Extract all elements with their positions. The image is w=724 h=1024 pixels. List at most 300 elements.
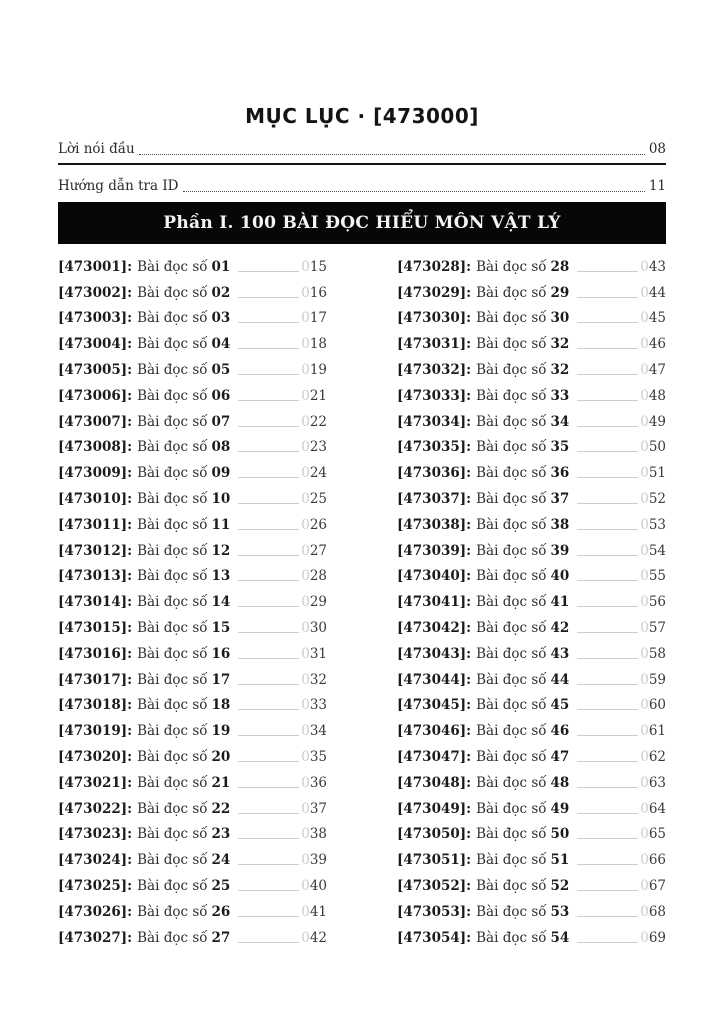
toc-entry-row (397, 508, 666, 534)
entry-label: Bài đọc số (137, 929, 208, 946)
entry-label: Bài đọc số (476, 826, 547, 843)
leading-zero: 0 (640, 800, 649, 817)
entry-number: 08 (211, 439, 231, 456)
entry-page-number: 063 (640, 774, 666, 791)
entry-label: Bài đọc số (137, 645, 208, 662)
entry-number: 20 (211, 748, 231, 765)
entry-id: [473050]: (397, 826, 472, 843)
entry-label: Bài đọc số (476, 310, 547, 327)
entry-label: Bài đọc số (476, 748, 547, 765)
entry-number: 09 (211, 465, 231, 482)
entry-page-number: 040 (301, 877, 327, 894)
leading-zero: 0 (640, 361, 649, 378)
entry-page-number: 023 (301, 439, 327, 456)
leading-zero: 0 (301, 310, 310, 327)
toc-entry-row (397, 431, 666, 457)
entry-label: Bài đọc số (137, 800, 208, 817)
horizontal-rule (58, 163, 666, 165)
entry-page-number: 038 (301, 826, 327, 843)
entry-number: 34 (550, 413, 570, 430)
entry-number: 03 (211, 310, 231, 327)
entry-label: Bài đọc số (137, 258, 208, 275)
leading-zero: 0 (640, 568, 649, 585)
entry-number: 44 (550, 671, 570, 688)
entry-id: [473049]: (397, 800, 472, 817)
entry-page-number: 047 (640, 361, 666, 378)
entry-number: 35 (550, 439, 570, 456)
leading-zero: 0 (301, 645, 310, 662)
toc-entry-row (397, 611, 666, 637)
entry-id: [473047]: (397, 748, 472, 765)
solid-leader (238, 838, 299, 839)
entry-number: 05 (211, 361, 231, 378)
toc-entry-row (58, 637, 327, 663)
entry-number: 22 (211, 800, 231, 817)
entry-id: [473002]: (58, 284, 133, 301)
entry-number: 45 (550, 697, 570, 714)
toc-column-left (58, 250, 327, 947)
leading-zero: 0 (640, 542, 649, 559)
toc-entry-row (397, 792, 666, 818)
leading-zero: 0 (640, 697, 649, 714)
entry-page-number: 048 (640, 387, 666, 404)
entry-number: 39 (550, 542, 570, 559)
entry-id: [473027]: (58, 929, 133, 946)
entry-number: 37 (550, 490, 570, 507)
leading-zero: 0 (301, 439, 310, 456)
entry-page-number: 061 (640, 723, 666, 740)
entry-label: Bài đọc số (137, 671, 208, 688)
entry-label: Bài đọc số (476, 774, 547, 791)
leading-zero: 0 (640, 284, 649, 301)
toc-entry-row (58, 740, 327, 766)
entry-number: 13 (211, 568, 231, 585)
leading-zero: 0 (301, 542, 310, 559)
solid-leader (577, 348, 638, 349)
entry-number: 54 (550, 929, 570, 946)
leading-zero: 0 (301, 568, 310, 585)
entry-label: Bài đọc số (137, 490, 208, 507)
entry-label: Bài đọc số (137, 877, 208, 894)
solid-leader (238, 477, 299, 478)
toc-entry-row (58, 456, 327, 482)
leading-zero: 0 (301, 826, 310, 843)
entry-label: Bài đọc số (476, 439, 547, 456)
entry-page-number: 018 (301, 336, 327, 353)
solid-leader (577, 297, 638, 298)
entry-number: 51 (550, 852, 570, 869)
toc-entry-row (58, 895, 327, 921)
toc-entry-row (397, 250, 666, 276)
toc-entry-row (58, 508, 327, 534)
entry-number: 53 (550, 903, 570, 920)
solid-leader (577, 735, 638, 736)
leading-zero: 0 (301, 284, 310, 301)
front-matter-page: 08 (648, 141, 666, 157)
toc-entry-row (58, 250, 327, 276)
solid-leader (577, 942, 638, 943)
entry-id: [473015]: (58, 619, 133, 636)
entry-page-number: 015 (301, 258, 327, 275)
entry-id: [473044]: (397, 671, 472, 688)
leading-zero: 0 (301, 877, 310, 894)
toc-column-right (397, 250, 666, 947)
leading-zero: 0 (301, 490, 310, 507)
leading-zero: 0 (640, 645, 649, 662)
toc-entry-row (58, 431, 327, 457)
solid-leader (238, 916, 299, 917)
solid-leader (238, 451, 299, 452)
leading-zero: 0 (640, 877, 649, 894)
entry-page-number: 059 (640, 671, 666, 688)
solid-leader (577, 813, 638, 814)
entry-id: [473039]: (397, 542, 472, 559)
solid-leader (577, 426, 638, 427)
entry-label: Bài đọc số (137, 619, 208, 636)
solid-leader (238, 709, 299, 710)
leading-zero: 0 (640, 594, 649, 611)
entry-label: Bài đọc số (476, 284, 547, 301)
entry-id: [473031]: (397, 336, 472, 353)
entry-page-number: 026 (301, 516, 327, 533)
entry-page-number: 017 (301, 310, 327, 327)
entry-page-number: 051 (640, 465, 666, 482)
entry-id: [473052]: (397, 877, 472, 894)
solid-leader (238, 555, 299, 556)
leading-zero: 0 (301, 594, 310, 611)
toc-entry-row (397, 302, 666, 328)
entry-id: [473051]: (397, 852, 472, 869)
toc-entry-row (397, 405, 666, 431)
solid-leader (577, 658, 638, 659)
entry-id: [473030]: (397, 310, 472, 327)
entry-number: 52 (550, 877, 570, 894)
toc-entry-row (58, 276, 327, 302)
entry-label: Bài đọc số (476, 361, 547, 378)
entry-label: Bài đọc số (476, 645, 547, 662)
entry-number: 40 (550, 568, 570, 585)
solid-leader (238, 580, 299, 581)
entry-label: Bài đọc số (137, 387, 208, 404)
solid-leader (238, 761, 299, 762)
leading-zero: 0 (640, 852, 649, 869)
entry-number: 48 (550, 774, 570, 791)
toc-entry-row (397, 895, 666, 921)
entry-number: 38 (550, 516, 570, 533)
toc-entry-row (397, 869, 666, 895)
page-title: MỤC LỤC · [473000] (245, 104, 479, 128)
entry-id: [473048]: (397, 774, 472, 791)
solid-leader (238, 864, 299, 865)
entry-label: Bài đọc số (476, 413, 547, 430)
toc-entry-row (397, 689, 666, 715)
entry-page-number: 053 (640, 516, 666, 533)
entry-label: Bài đọc số (137, 542, 208, 559)
solid-leader (577, 477, 638, 478)
entry-id: [473038]: (397, 516, 472, 533)
entry-id: [473053]: (397, 903, 472, 920)
toc-entry-row (397, 560, 666, 586)
entry-label: Bài đọc số (137, 284, 208, 301)
entry-label: Bài đọc số (476, 387, 547, 404)
entry-number: 42 (550, 619, 570, 636)
entry-id: [473024]: (58, 852, 133, 869)
entry-number: 02 (211, 284, 231, 301)
entry-id: [473041]: (397, 594, 472, 611)
entry-id: [473040]: (397, 568, 472, 585)
solid-leader (577, 684, 638, 685)
leading-zero: 0 (301, 336, 310, 353)
entry-label: Bài đọc số (137, 774, 208, 791)
leading-zero: 0 (301, 387, 310, 404)
leading-zero: 0 (301, 748, 310, 765)
toc-entry-row (58, 327, 327, 353)
entry-number: 21 (211, 774, 231, 791)
entry-label: Bài đọc số (137, 465, 208, 482)
solid-leader (238, 271, 299, 272)
toc-entry-row (397, 276, 666, 302)
toc-entry-row (58, 921, 327, 947)
solid-leader (577, 890, 638, 891)
toc-entry-row (397, 482, 666, 508)
solid-leader (577, 503, 638, 504)
toc-entry-row (58, 534, 327, 560)
solid-leader (238, 787, 299, 788)
entry-number: 19 (211, 723, 231, 740)
front-matter-label: Lời nói đầu (58, 141, 135, 157)
entry-page-number: 021 (301, 387, 327, 404)
entry-number: 28 (550, 258, 570, 275)
leading-zero: 0 (640, 774, 649, 791)
entry-number: 11 (211, 516, 231, 533)
solid-leader (238, 632, 299, 633)
solid-leader (577, 580, 638, 581)
toc-entry-row (58, 869, 327, 895)
toc-entry-row (397, 766, 666, 792)
entry-label: Bài đọc số (476, 877, 547, 894)
toc-content (58, 0, 666, 947)
solid-leader (238, 529, 299, 530)
toc-entry-row (58, 353, 327, 379)
entry-id: [473020]: (58, 748, 133, 765)
entry-id: [473017]: (58, 671, 133, 688)
toc-columns (58, 250, 666, 947)
entry-page-number: 016 (301, 284, 327, 301)
toc-entry-row (58, 766, 327, 792)
solid-leader (577, 529, 638, 530)
toc-entry-row (58, 818, 327, 844)
entry-id: [473006]: (58, 387, 133, 404)
entry-id: [473016]: (58, 645, 133, 662)
entry-page-number: 037 (301, 800, 327, 817)
entry-id: [473012]: (58, 542, 133, 559)
entry-number: 32 (550, 361, 570, 378)
entry-id: [473009]: (58, 465, 133, 482)
leading-zero: 0 (301, 852, 310, 869)
solid-leader (238, 684, 299, 685)
leading-zero: 0 (301, 361, 310, 378)
entry-label: Bài đọc số (476, 929, 547, 946)
entry-id: [473028]: (397, 258, 472, 275)
toc-entry-row (58, 585, 327, 611)
entry-number: 36 (550, 465, 570, 482)
entry-id: [473011]: (58, 516, 133, 533)
toc-entry-row (58, 302, 327, 328)
leading-zero: 0 (301, 903, 310, 920)
leading-zero: 0 (640, 903, 649, 920)
toc-entry-row (58, 663, 327, 689)
leading-zero: 0 (640, 516, 649, 533)
toc-entry-row (58, 405, 327, 431)
solid-leader (577, 916, 638, 917)
entry-number: 12 (211, 542, 231, 559)
toc-entry-row (397, 740, 666, 766)
solid-leader (577, 864, 638, 865)
section-banner: Phần I. 100 BÀI ĐỌC HIỂU MÔN VẬT LÝ (58, 202, 666, 244)
entry-id: [473032]: (397, 361, 472, 378)
entry-label: Bài đọc số (137, 568, 208, 585)
leading-zero: 0 (301, 697, 310, 714)
front-matter-page: 11 (648, 178, 666, 194)
entry-label: Bài đọc số (476, 258, 547, 275)
toc-entry-row (58, 714, 327, 740)
entry-number: 43 (550, 645, 570, 662)
toc-entry-row (397, 456, 666, 482)
entry-page-number: 062 (640, 748, 666, 765)
toc-entry-row (58, 560, 327, 586)
toc-entry-row (397, 663, 666, 689)
entry-id: [473022]: (58, 800, 133, 817)
entry-page-number: 068 (640, 903, 666, 920)
entry-label: Bài đọc số (137, 310, 208, 327)
solid-leader (238, 890, 299, 891)
leading-zero: 0 (301, 723, 310, 740)
entry-page-number: 046 (640, 336, 666, 353)
entry-id: [473029]: (397, 284, 472, 301)
entry-label: Bài đọc số (476, 336, 547, 353)
toc-entry-row (58, 482, 327, 508)
entry-page-number: 039 (301, 852, 327, 869)
toc-entry-row (397, 818, 666, 844)
toc-entry-row (58, 843, 327, 869)
toc-entry-row (397, 534, 666, 560)
solid-leader (238, 374, 299, 375)
entry-id: [473003]: (58, 310, 133, 327)
entry-page-number: 056 (640, 594, 666, 611)
entry-label: Bài đọc số (137, 826, 208, 843)
entry-number: 46 (550, 723, 570, 740)
entry-page-number: 055 (640, 568, 666, 585)
leading-zero: 0 (301, 413, 310, 430)
entry-label: Bài đọc số (137, 723, 208, 740)
entry-id: [473054]: (397, 929, 472, 946)
entry-page-number: 049 (640, 413, 666, 430)
entry-page-number: 045 (640, 310, 666, 327)
solid-leader (238, 426, 299, 427)
solid-leader (577, 374, 638, 375)
solid-leader (577, 400, 638, 401)
entry-label: Bài đọc số (476, 723, 547, 740)
entry-id: [473019]: (58, 723, 133, 740)
entry-label: Bài đọc số (476, 568, 547, 585)
toc-entry-row (397, 637, 666, 663)
toc-entry-row (58, 689, 327, 715)
leading-zero: 0 (640, 619, 649, 636)
entry-number: 10 (211, 490, 231, 507)
entry-label: Bài đọc số (137, 361, 208, 378)
entry-id: [473025]: (58, 877, 133, 894)
entry-id: [473008]: (58, 439, 133, 456)
entry-page-number: 025 (301, 490, 327, 507)
entry-id: [473001]: (58, 258, 133, 275)
solid-leader (238, 813, 299, 814)
toc-entry-row (397, 353, 666, 379)
solid-leader (577, 787, 638, 788)
entry-page-number: 044 (640, 284, 666, 301)
solid-leader (577, 761, 638, 762)
leading-zero: 0 (301, 774, 310, 791)
entry-number: 32 (550, 336, 570, 353)
entry-label: Bài đọc số (137, 336, 208, 353)
entry-id: [473045]: (397, 697, 472, 714)
entry-number: 14 (211, 594, 231, 611)
leading-zero: 0 (640, 826, 649, 843)
dotted-leader (139, 154, 645, 155)
dotted-leader (183, 191, 645, 192)
entry-page-number: 032 (301, 671, 327, 688)
solid-leader (577, 606, 638, 607)
entry-page-number: 022 (301, 413, 327, 430)
toc-entry-row (397, 921, 666, 947)
toc-entry-row (397, 714, 666, 740)
solid-leader (238, 348, 299, 349)
front-matter-row (58, 132, 666, 158)
entry-label: Bài đọc số (137, 748, 208, 765)
entry-page-number: 031 (301, 645, 327, 662)
leading-zero: 0 (640, 723, 649, 740)
solid-leader (577, 709, 638, 710)
entry-page-number: 057 (640, 619, 666, 636)
entry-id: [473007]: (58, 413, 133, 430)
entry-label: Bài đọc số (476, 903, 547, 920)
toc-entry-row (397, 327, 666, 353)
entry-page-number: 042 (301, 929, 327, 946)
toc-entry-row (58, 611, 327, 637)
leading-zero: 0 (301, 516, 310, 533)
entry-number: 27 (211, 929, 231, 946)
entry-number: 06 (211, 387, 231, 404)
entry-page-number: 066 (640, 852, 666, 869)
entry-page-number: 036 (301, 774, 327, 791)
leading-zero: 0 (301, 800, 310, 817)
toc-entry-row (397, 379, 666, 405)
solid-leader (577, 555, 638, 556)
entry-page-number: 041 (301, 903, 327, 920)
entry-id: [473042]: (397, 619, 472, 636)
entry-label: Bài đọc số (476, 465, 547, 482)
leading-zero: 0 (640, 413, 649, 430)
solid-leader (238, 297, 299, 298)
leading-zero: 0 (301, 258, 310, 275)
entry-id: [473046]: (397, 723, 472, 740)
entry-page-number: 058 (640, 645, 666, 662)
entry-label: Bài đọc số (476, 800, 547, 817)
entry-label: Bài đọc số (137, 852, 208, 869)
entry-number: 25 (211, 877, 231, 894)
solid-leader (238, 400, 299, 401)
entry-number: 23 (211, 826, 231, 843)
entry-number: 17 (211, 671, 231, 688)
